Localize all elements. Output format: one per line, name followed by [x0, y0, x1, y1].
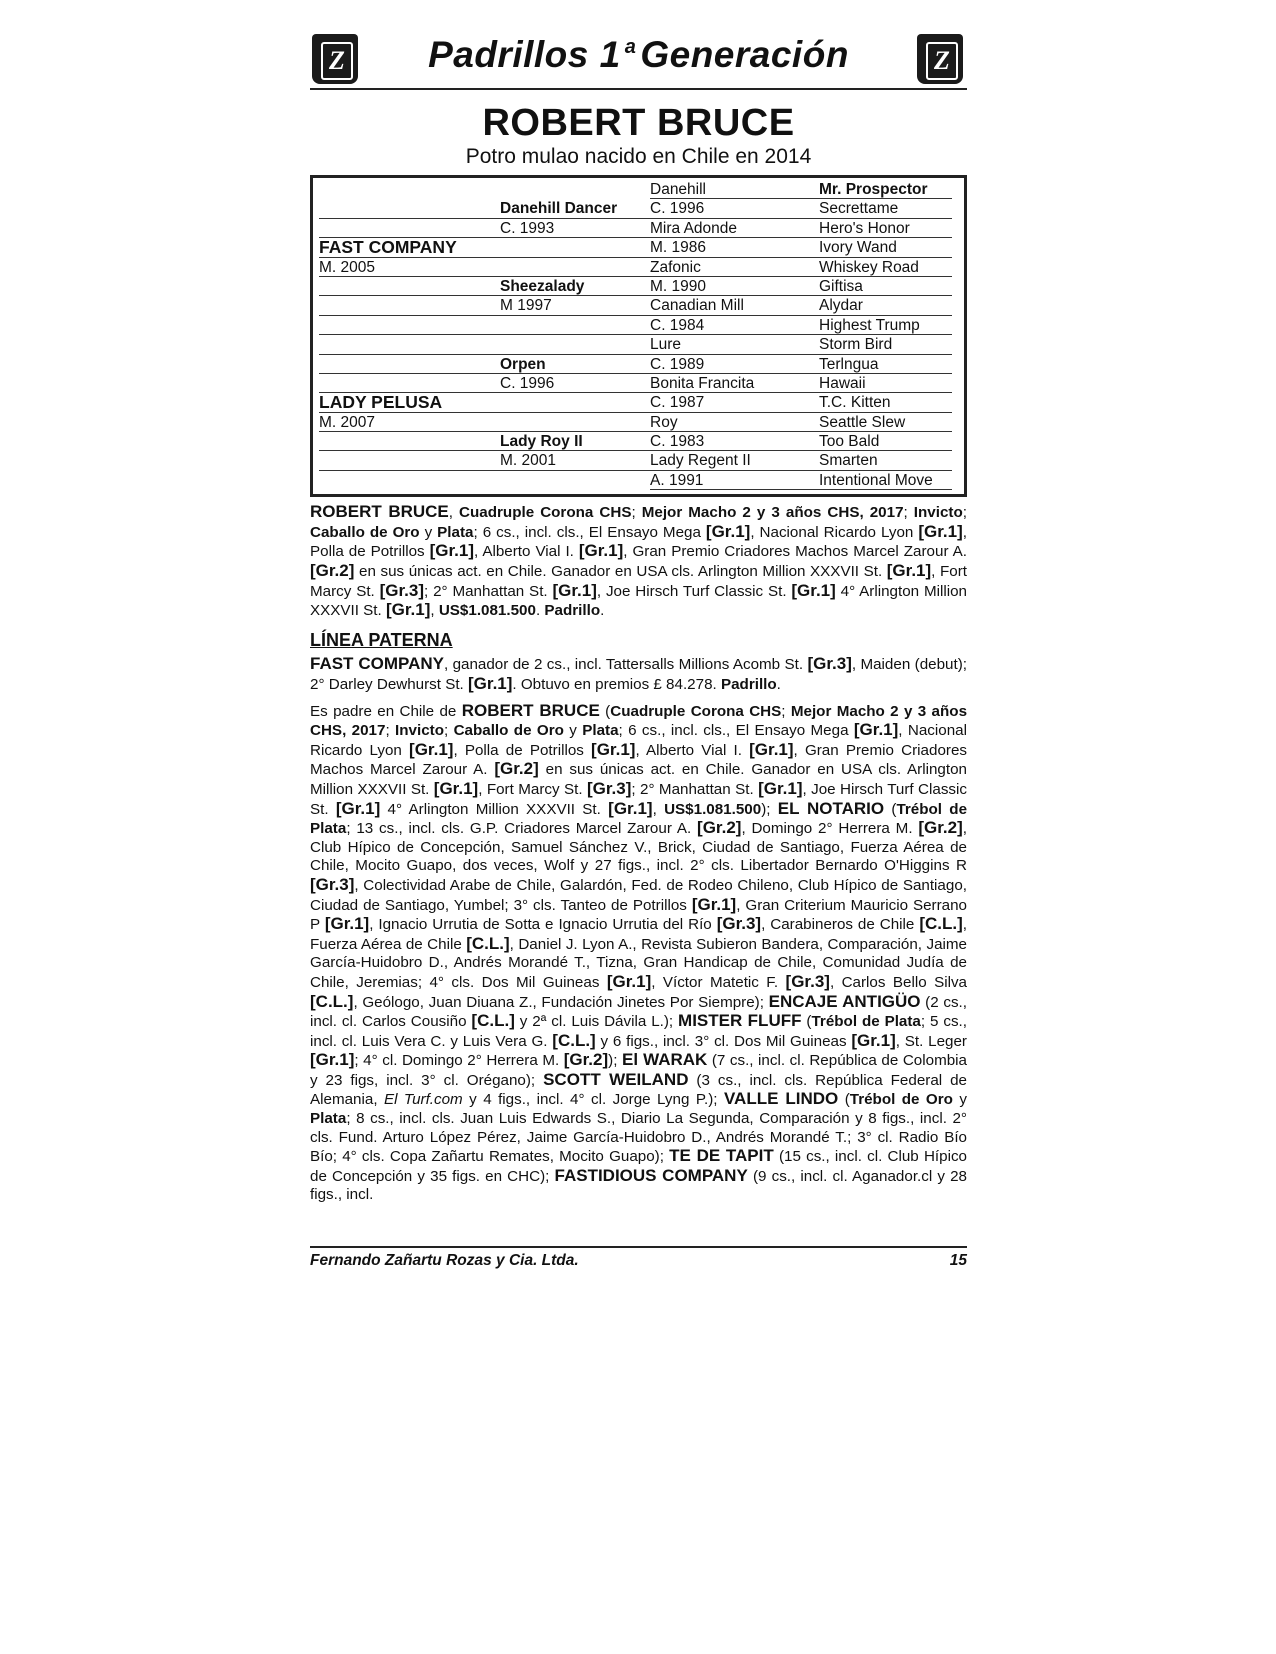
text-run: , Geólogo, Juan Diuana Z., Fundación Jinetes Por Siempre);	[353, 993, 769, 1011]
text-run: Es padre en Chile de	[310, 702, 462, 720]
text-run: y	[563, 722, 583, 740]
text-run: (15 cs., incl. cl. Club Hípico de Concepción y 35 figs. en CHC);	[310, 1148, 967, 1185]
pedigree-row	[319, 451, 952, 470]
bold-text: US$1.081.500	[438, 602, 536, 620]
text-run: , Joe Hirsch Turf Classic St.	[310, 780, 967, 818]
pedigree-cell: LADY PELUSA	[319, 393, 500, 412]
page-header	[310, 28, 967, 90]
grade-label: [C.L.]	[919, 914, 963, 934]
section-title: LÍNEA PATERNA	[310, 629, 453, 650]
grade-label: [Gr.1]	[705, 521, 751, 541]
pedigree-cell	[319, 471, 500, 490]
text-run: , Nacional Ricardo Lyon	[750, 523, 919, 541]
pedigree-cell	[319, 451, 500, 470]
pedigree-row	[319, 316, 952, 335]
pedigree-cell	[500, 258, 650, 277]
grade-label: [Gr.1]	[606, 971, 652, 991]
pedigree-cell: Zafonic	[650, 258, 819, 277]
pedigree-cell: Smarten	[819, 451, 952, 470]
pedigree-row	[319, 277, 952, 296]
text-run: , Carabineros de Chile	[761, 916, 920, 934]
pedigree-row	[319, 199, 952, 218]
grade-label: [Gr.1]	[886, 561, 932, 581]
bold-text: Plata	[310, 1110, 347, 1128]
text-run: , Víctor Matetic F.	[651, 973, 786, 991]
pedigree-cell	[319, 296, 500, 315]
page	[310, 28, 967, 1212]
body-text	[310, 503, 967, 1205]
pedigree-cell	[319, 180, 500, 199]
text-run: 4° Arlington Million XXXVII St.	[380, 800, 609, 818]
pedigree-cell: Mr. Prospector	[819, 180, 952, 199]
pedigree-row	[319, 180, 952, 199]
text-run: y 4 figs., incl. 4° cl. Jorge Lyng P.);	[462, 1091, 724, 1109]
text-run: (7 cs., incl. cl. República de Colombia y 23 figs, incl. 3° cl. Orégano);	[310, 1052, 967, 1089]
bold-text: Mejor Macho 2 y 3 años CHS, 2017	[641, 504, 904, 522]
grade-label: [Gr.1]	[851, 1030, 896, 1050]
grade-label: [Gr.2]	[697, 818, 742, 838]
grade-label: [Gr.1]	[468, 674, 513, 693]
pedigree-cell	[500, 316, 650, 335]
pedigree-cell	[500, 471, 650, 490]
pedigree-cell	[319, 355, 500, 374]
text-run: . Obtuvo en premios £ 84.278.	[512, 676, 721, 693]
text-run: ; 8 cs., incl. cls. Juan Luis Edwards S., Diario La Segunda, Comparación y 8 figs., incl. 2° cls. Fund. Arturo López Pérez, Jaime García-Huidobro D., Andrés Morandé T.; 3° cl. Radio Bío Bío; 4° cls. Copa Zañartu Remates, Mocito Guapo);	[310, 1110, 967, 1166]
pedigree-cell	[319, 277, 500, 296]
pedigree-cell: Canadian Mill	[650, 296, 819, 315]
grade-label: [Gr.3]	[310, 874, 355, 894]
text-run: ,	[430, 602, 439, 620]
text-run: ,	[448, 504, 460, 522]
horse-name: MISTER FLUFF	[678, 1011, 802, 1031]
text-run: , Daniel J. Lyon A., Revista Subieron Bandera, Comparación, Jaime García-Huidobro D., Andrés Morandé T., Tizna, Gran Handicap de Chile, Comunidad Judía de Chile, Jeremias; 4° cls. Dos Mil Guineas	[310, 935, 967, 991]
pedigree-cell	[319, 219, 500, 238]
grade-label: [Gr.3]	[586, 778, 632, 798]
pedigree-cell: M. 1990	[650, 277, 819, 296]
text-run: (3 cs., incl. cls. República Federal de Alemania,	[310, 1071, 967, 1109]
pedigree-cell: M. 2005	[319, 258, 500, 277]
bold-text: Padrillo	[720, 676, 777, 693]
text-run: , Polla de Potrillos	[310, 523, 967, 561]
text-run: , Gran Premio Criadores Machos Marcel Zarour A.	[623, 543, 967, 561]
horse-name: TE DE TAPIT	[669, 1146, 774, 1166]
grade-label: [Gr.1]	[552, 580, 597, 600]
text-run: ; 2° Manhattan St.	[424, 582, 553, 600]
grade-label: [C.L.]	[552, 1030, 596, 1050]
pedigree-cell	[500, 180, 650, 199]
text-run: , Alberto Vial I.	[635, 741, 750, 759]
text-run: (2 cs., incl. cl. Carlos Cousiño	[310, 993, 967, 1031]
text-run: (	[884, 800, 897, 818]
pedigree-row	[319, 296, 952, 315]
grade-label: [Gr.2]	[494, 759, 539, 779]
bold-text: Cuadruple Corona CHS	[610, 702, 782, 720]
text-run: );	[761, 800, 778, 818]
text-run: , Maiden (debut); 2° Darley Dewhurst St.	[310, 656, 967, 693]
pedigree-cell: FAST COMPANY	[319, 238, 500, 257]
text-run: , St. Leger	[895, 1032, 967, 1050]
bold-text: Caballo de Oro	[453, 722, 564, 740]
grade-label: [Gr.1]	[335, 798, 381, 818]
page-subtitle: Potro mulao nacido en Chile en 2014	[465, 145, 812, 168]
paragraph-robert-bruce	[310, 503, 967, 621]
pedigree-cell: Lure	[650, 335, 819, 354]
grade-label: [Gr.1]	[749, 739, 794, 759]
text-run: ;	[385, 722, 396, 740]
grade-label: [C.L.]	[471, 1011, 515, 1031]
text-run: );	[608, 1052, 622, 1070]
pedigree-cell	[319, 432, 500, 451]
text-run: ; 6 cs., incl. cls., El Ensayo Mega	[618, 722, 854, 740]
pedigree-cell: M 1997	[500, 296, 650, 315]
pedigree-cell: Highest Trump	[819, 316, 952, 335]
text-run: en sus únicas act. en Chile. Ganador en USA cls. Arlington Million XXXVII St.	[310, 761, 967, 798]
bold-text: Trébol de Oro	[849, 1091, 953, 1109]
bold-text: Invicto	[913, 504, 963, 522]
pedigree-cell: M. 2007	[319, 413, 500, 432]
text-run: ,	[652, 800, 665, 818]
grade-label: [Gr.1]	[758, 778, 803, 798]
pedigree-cell: C. 1989	[650, 355, 819, 374]
text-run: , Gran Premio Criadores Machos Marcel Zarour A.	[310, 741, 967, 779]
pedigree-cell: C. 1993	[500, 219, 650, 238]
pedigree-cell	[319, 199, 500, 218]
pedigree-cell: Secrettame	[819, 199, 952, 218]
text-run: .	[600, 602, 605, 620]
pedigree-cell: C. 1983	[650, 432, 819, 451]
grade-label: [Gr.3]	[716, 914, 762, 934]
horse-name: SCOTT WEILAND	[543, 1069, 689, 1089]
pedigree-table	[310, 175, 967, 497]
grade-label: [Gr.1]	[918, 521, 963, 541]
pedigree-cell: C. 1996	[650, 199, 819, 218]
text-run: (	[599, 702, 611, 720]
text-run: y 6 figs., incl. 3° cl. Dos Mil Guineas	[595, 1032, 852, 1050]
pedigree-row	[319, 335, 952, 354]
grade-label: [Gr.1]	[853, 720, 899, 740]
grade-label: [Gr.2]	[918, 818, 963, 838]
bold-text: Trébol de Plata	[811, 1013, 921, 1031]
pedigree-cell: Mira Adonde	[650, 219, 819, 238]
text-run: , ganador de 2 cs., incl. Tattersalls Millions Acomb St.	[443, 656, 808, 674]
pedigree-cell: Bonita Francita	[650, 374, 819, 393]
text-run: ; 13 cs., incl. cls. G.P. Criadores Marcel Zarour A.	[346, 820, 698, 838]
grade-label: [Gr.1]	[608, 798, 653, 818]
pedigree-row	[319, 374, 952, 393]
text-run: y	[952, 1091, 967, 1109]
page-title: ROBERT BRUCE	[482, 102, 795, 144]
page-number: 15	[949, 1252, 967, 1269]
grade-label: [Gr.2]	[563, 1050, 609, 1070]
grade-label: [Gr.3]	[785, 971, 830, 991]
grade-label: [Gr.1]	[385, 600, 431, 620]
pedigree-cell: Roy	[650, 413, 819, 432]
pedigree-cell	[500, 238, 650, 257]
text-run: ; 4° cl. Domingo 2° Herrera M.	[354, 1052, 564, 1070]
text-run: , Polla de Potrillos	[453, 741, 592, 759]
pedigree-cell: Intentional Move	[819, 471, 952, 490]
pedigree-cell: M. 2001	[500, 451, 650, 470]
pedigree-row	[319, 258, 952, 277]
text-run: , Ignacio Urrutia de Sotta e Ignacio Urrutia del Río	[369, 916, 717, 934]
horse-name: FAST COMPANY	[310, 654, 444, 674]
pedigree-cell: Lady Roy II	[500, 432, 650, 451]
text-run: , Nacional Ricardo Lyon	[310, 722, 967, 759]
bold-text: Trébol de Plata	[310, 800, 968, 838]
horse-name: FASTIDIOUS COMPANY	[554, 1165, 748, 1185]
grade-label: [Gr.1]	[409, 739, 454, 759]
pedigree-row	[319, 219, 952, 238]
bold-text: Plata	[437, 523, 474, 541]
pedigree-cell: C. 1984	[650, 316, 819, 335]
text-run: , Alberto Vial I.	[474, 543, 579, 561]
grade-label: [Gr.2]	[310, 561, 355, 581]
text-run: (9 cs., incl. cl. Aganador.cl y 28 figs., incl.	[310, 1167, 967, 1204]
pedigree-cell	[500, 335, 650, 354]
logo-icon: Z	[312, 34, 358, 84]
grade-label: [Gr.1]	[324, 914, 370, 934]
grade-label: [Gr.1]	[429, 541, 474, 561]
pedigree-cell	[319, 316, 500, 335]
horse-name: VALLE LINDO	[723, 1089, 839, 1109]
text-run: ; 2° Manhattan St.	[631, 780, 759, 798]
text-run: , Fort Marcy St.	[478, 780, 587, 798]
bold-text: Padrillo	[544, 602, 601, 620]
horse-name: EL NOTARIO	[777, 798, 885, 818]
pedigree-row	[319, 238, 952, 257]
pedigree-cell: C. 1987	[650, 393, 819, 412]
pedigree-row	[319, 393, 952, 412]
pedigree-cell: Giftisa	[819, 277, 952, 296]
pedigree-cell: Danehill	[650, 180, 819, 199]
text-run: .	[776, 676, 781, 693]
bold-text: Mejor Macho 2 y 3 años CHS, 2017	[310, 702, 968, 740]
horse-name: El WARAK	[621, 1050, 708, 1070]
bold-text: Invicto	[395, 722, 444, 740]
text-run: (	[801, 1013, 812, 1031]
pedigree-cell	[319, 335, 500, 354]
text-run: , Joe Hirsch Turf Classic St.	[596, 582, 792, 600]
grade-label: [C.L.]	[466, 933, 510, 953]
pedigree-cell: M. 1986	[650, 238, 819, 257]
text-run: , Club Hípico de Concepción, Samuel Sánchez V., Brick, Ciudad de Santiago, Fuerza Aérea de Chile, Mocito Guapo, dos veces, Wolf y 27 figs., incl. 2° cls. Libertador Bernardo O'Higgins R	[310, 820, 967, 875]
text-run: , Carlos Bello Silva	[829, 973, 967, 991]
bold-text: Cuadruple Corona CHS	[459, 504, 632, 522]
horse-name: ROBERT BRUCE	[310, 502, 449, 522]
grade-label: [Gr.1]	[578, 541, 624, 561]
horse-name: ROBERT BRUCE	[461, 700, 600, 720]
pedigree-cell: Seattle Slew	[819, 413, 952, 432]
pedigree-cell	[500, 393, 650, 412]
text-run: , Colectividad Arabe de Chile, Galardón, Fed. de Rodeo Chileno, Club Hípico de Santiago, Ciudad de Santiago, Yumbel; 3° cls. Tanteo de Potrillos	[310, 876, 967, 914]
text-run: .	[535, 602, 545, 620]
pedigree-row	[319, 413, 952, 432]
pedigree-row	[319, 355, 952, 374]
italic-text: El Turf.com	[383, 1091, 463, 1109]
text-run: ;	[962, 504, 967, 522]
grade-label: [Gr.1]	[591, 739, 636, 759]
grade-label: [Gr.3]	[807, 654, 852, 674]
page-footer	[310, 1246, 967, 1270]
pedigree-cell: Hawaii	[819, 374, 952, 393]
bold-text: Caballo de Oro	[310, 523, 420, 541]
pedigree-cell: Terlngua	[819, 355, 952, 374]
paragraph-fast-company	[310, 655, 967, 694]
pedigree-cell: Orpen	[500, 355, 650, 374]
pedigree-cell: Too Bald	[819, 432, 952, 451]
text-run: ; 6 cs., incl. cls., El Ensayo Mega	[473, 523, 706, 541]
pedigree-row	[319, 432, 952, 451]
text-run: , Gran Criterium Mauricio Serrano P	[310, 896, 967, 934]
text-run: (	[838, 1091, 850, 1109]
grade-label: [C.L.]	[310, 991, 354, 1011]
text-run: ;	[903, 504, 914, 522]
pedigree-cell: Lady Regent II	[650, 451, 819, 470]
text-run: , Fuerza Aérea de Chile	[310, 916, 967, 953]
pedigree-cell: A. 1991	[650, 471, 819, 490]
pedigree-cell: Whiskey Road	[819, 258, 952, 277]
pedigree-cell: C. 1996	[500, 374, 650, 393]
pedigree-cell	[319, 374, 500, 393]
bold-text: US$1.081.500	[664, 800, 762, 818]
paragraph-progeny	[310, 702, 967, 1205]
bold-text: Plata	[582, 722, 619, 740]
pedigree-cell: Danehill Dancer	[500, 199, 650, 218]
pedigree-cell: Hero's Honor	[819, 219, 952, 238]
pedigree-cell: Sheezalady	[500, 277, 650, 296]
text-run: y 2ª cl. Luis Dávila L.);	[514, 1013, 679, 1031]
grade-label: [Gr.1]	[691, 894, 737, 914]
pedigree-cell: Storm Bird	[819, 335, 952, 354]
grade-label: [Gr.1]	[433, 778, 479, 798]
pedigree-cell: T.C. Kitten	[819, 393, 952, 412]
pedigree-cell	[500, 413, 650, 432]
logo-icon: Z	[917, 34, 963, 84]
grade-label: [Gr.1]	[791, 580, 836, 600]
text-run: y	[419, 523, 438, 541]
pedigree-cell: Alydar	[819, 296, 952, 315]
grade-label: [Gr.3]	[379, 580, 425, 600]
text-run: ;	[443, 722, 454, 740]
pedigree-row	[319, 471, 952, 490]
text-run: ;	[781, 702, 791, 720]
header-title: Padrillos 1 $^a$ Generación	[428, 34, 849, 75]
grade-label: [Gr.1]	[310, 1050, 355, 1070]
text-run: ;	[631, 504, 642, 522]
horse-name: ENCAJE ANTIGÜO	[768, 991, 921, 1011]
text-run: ; 5 cs., incl. cl. Luis Vera C. y Luis Vera G.	[310, 1013, 967, 1050]
footer-publisher: Fernando Zañartu Rozas y Cia. Ltda.	[310, 1252, 579, 1269]
text-run: , Domingo 2° Herrera M.	[741, 820, 919, 838]
text-run: , Fort Marcy St.	[310, 563, 967, 600]
text-run: 4° Arlington Million XXXVII St.	[310, 582, 967, 620]
pedigree-cell: Ivory Wand	[819, 238, 952, 257]
text-run: en sus únicas act. en Chile. Ganador en USA cls. Arlington Million XXXVII St.	[354, 563, 887, 581]
